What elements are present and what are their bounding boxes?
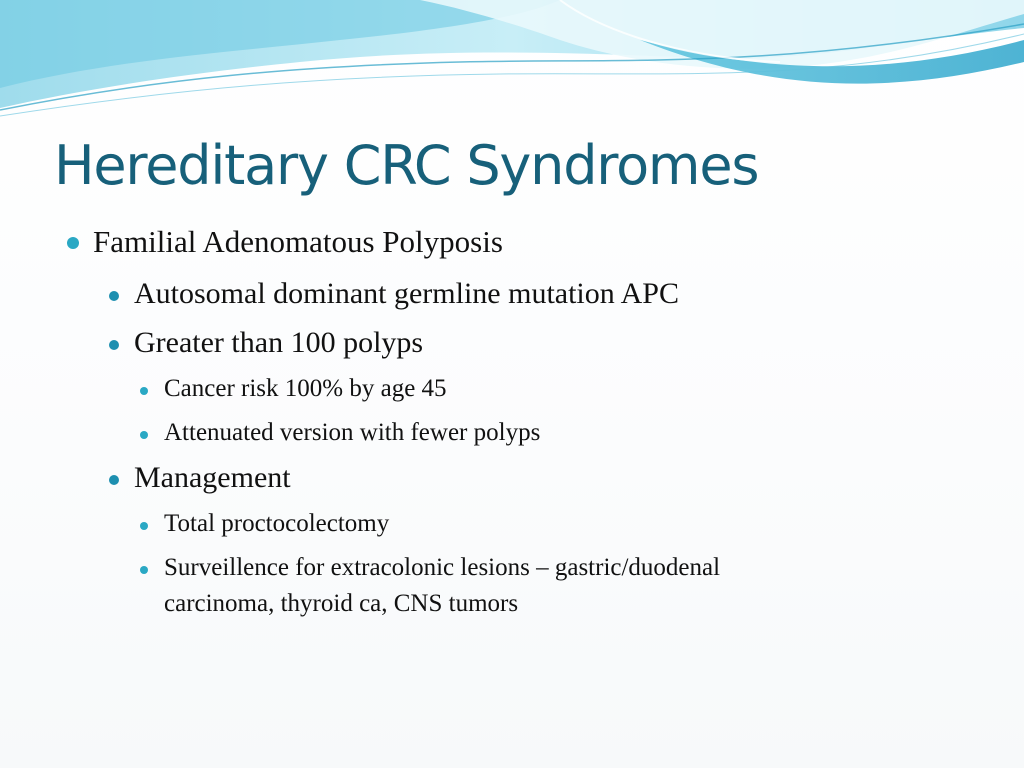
bullet-icon	[109, 291, 119, 301]
slide-title: Hereditary CRC Syndromes	[54, 134, 759, 197]
bullet-level3: Cancer risk 100% by age 45	[164, 375, 447, 402]
bullet-icon	[67, 237, 79, 249]
bullet-level3: Surveillence for extracolonic lesions – gastric/duodenal	[164, 554, 721, 581]
bullet-level3: Total proctocolectomy	[164, 510, 390, 537]
bullet-icon	[140, 566, 148, 574]
bullet-level2: Greater than 100 polyps	[134, 326, 424, 359]
bullet-level3: Attenuated version with fewer polyps	[164, 419, 541, 446]
bullet-level1: Familial Adenomatous Polyposis	[93, 224, 503, 259]
bullet-level3-continuation: carcinoma, thyroid ca, CNS tumors	[164, 590, 519, 617]
bullet-icon	[109, 475, 119, 485]
bullet-icon	[140, 522, 148, 530]
bullet-level2: Autosomal dominant germline mutation APC	[134, 277, 679, 310]
bullet-icon	[140, 387, 148, 395]
bullet-icon	[109, 340, 119, 350]
bullet-icon	[140, 431, 148, 439]
bullet-level2: Management	[134, 461, 291, 494]
